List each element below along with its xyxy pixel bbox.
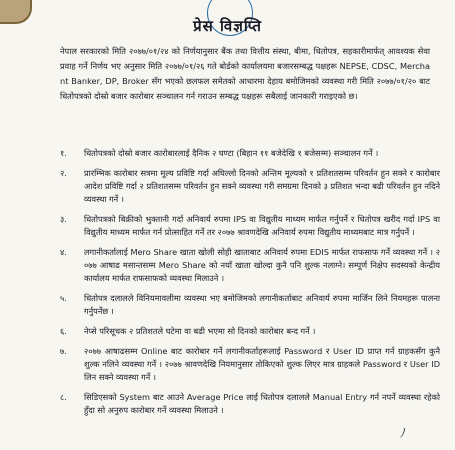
list-item (60, 325, 440, 338)
item-number: ३. (60, 214, 67, 224)
item-number: ५. (60, 293, 67, 303)
list-item (60, 147, 440, 160)
intro-paragraph: नेपाल सरकारको मिति २०७७/०१/२४ को निर्णयानुसार बैंक तथा वित्तीय संस्था, बीमा, धितोपत्र, सहकारीमार्फत् आवश्यक सेवा प्रवाह गर्ने निर्णय भए अनुसार मिति २०७७/०१/२६ गते बोर्डको कार्यालयमा बजारसम्बद्ध पक्षहरू NEPSE, CDSC, Merchant Banker, DP, Broker सँग भएको छलफल समेतको आधारमा देहाय बमोजिमको व्यवस्था गरी मिति २०७७/०१/२० बाट धितोपत्रको दोस्रो बजार कारोबार सञ्चालन गर्न गराउन सम्बद्ध पक्षहरू सबैलाई जानकारी गराइएको छ। (60, 46, 430, 101)
item-text: प्रारम्भिक कारोबार सत्रमा मूल्य प्रविष्टि गर्दा अघिल्लो दिनको अन्तिम मूल्यको १ प्रतिशतसम्म परिवर्तन हुन सक्ने र कारोबार आदेश प्रविष्टि गर्दा २ प्रतिशतसम्म परिवर्तन हुन सक्ने व्यवस्था गरी समग्रमा दिनको ३ प्रतिशत भन्दा बढी परिवर्तन हुन नदिने व्यवस्था गर्ने । (84, 168, 440, 204)
item-number: ४. (60, 247, 67, 257)
directive-list (60, 147, 440, 424)
item-text: सिडिएसको System बाट आउने Average Price लाई धितोपत्र दलालले Manual Entry गर्न नपर्ने व्यवस्था रहेको हुँदा सो अनुरुप कारोबार गर्ने व्यवस्था मिलाउने । (84, 392, 440, 415)
item-text: धितोपत्र दलालले विनियमावलीमा व्यवस्था भए बमोजिमको लगानीकर्ताबाट अनिवार्य रुपमा मार्जिन लिने नियमहरू पालना गर्नुपर्नेछ । (84, 293, 440, 316)
item-text: नेप्से परिसूचक २ प्रतिशतले घटेमा वा बढी भएमा सो दिनको कारोबार बन्द गर्ने । (84, 326, 316, 336)
item-number: ६. (60, 326, 67, 336)
list-item (60, 391, 440, 417)
signature-mark: ﾉ (400, 426, 407, 440)
item-text: धितोपत्रको बिक्रीको भुक्तानी गर्दा अनिवार्य रुपमा IPS वा विद्युतीय माध्यम मार्फत गर्नुपर्ने र धितोपत्र खरीद गर्दा IPS वा विद्युतीय माध्यम मार्फत गर्न प्रोत्साहित गर्ने तर २०७७ श्रावणदेखि अनिवार्य रुपमा विद्युतीय माध्यमबाट मात्र गर्नुपर्ने । (84, 214, 440, 237)
item-text: लगानीकर्तालाई Mero Share खाता खोली सोही खाताबाट अनिवार्य रुपमा EDIS मार्फत राफसाफ गर्ने व्यवस्था गर्ने । २०७७ आषाढ मसान्तसम्म Mero Share को नयाँ खाता खोल्दा कुनै पनि शुल्क नलाग्ने। सम्पूर्ण निक्षेप सदस्यको केन्द्रीय कार्यालय मार्फत राफसाफको व्यवस्था मिलाउने । (84, 247, 440, 283)
list-item (60, 213, 440, 239)
list-item (60, 292, 440, 318)
item-text: धितोपत्रको दोस्रो बजार कारोबारलाई दैनिक २ घण्टा (बिहान ११ बजेदेखि १ बजेसम्म) सञ्चालन गर्ने । (84, 148, 379, 158)
list-item (60, 246, 440, 285)
list-item (60, 345, 440, 384)
item-number: १. (60, 148, 67, 158)
list-item (60, 167, 440, 206)
item-number: ७. (60, 346, 67, 356)
page-title: प्रेस विज्ञप्ति (193, 17, 262, 35)
item-text: २०७७ आषाढसम्म Online बाट कारोबार गर्ने लगानीकर्ताहरूलाई Password र User ID प्राप्त गर्न ग्राहकसँग कुनै शुल्क नलिने व्यवस्था गर्ने । २०७७ श्रावणदेखि नियमानुसार तोकिएको शुल्क लिएर मात्र ग्राहकले Password र User ID लिन सक्ने व्यवस्था गर्ने । (84, 346, 440, 382)
item-number: ८. (60, 392, 67, 402)
item-number: २. (60, 168, 67, 178)
